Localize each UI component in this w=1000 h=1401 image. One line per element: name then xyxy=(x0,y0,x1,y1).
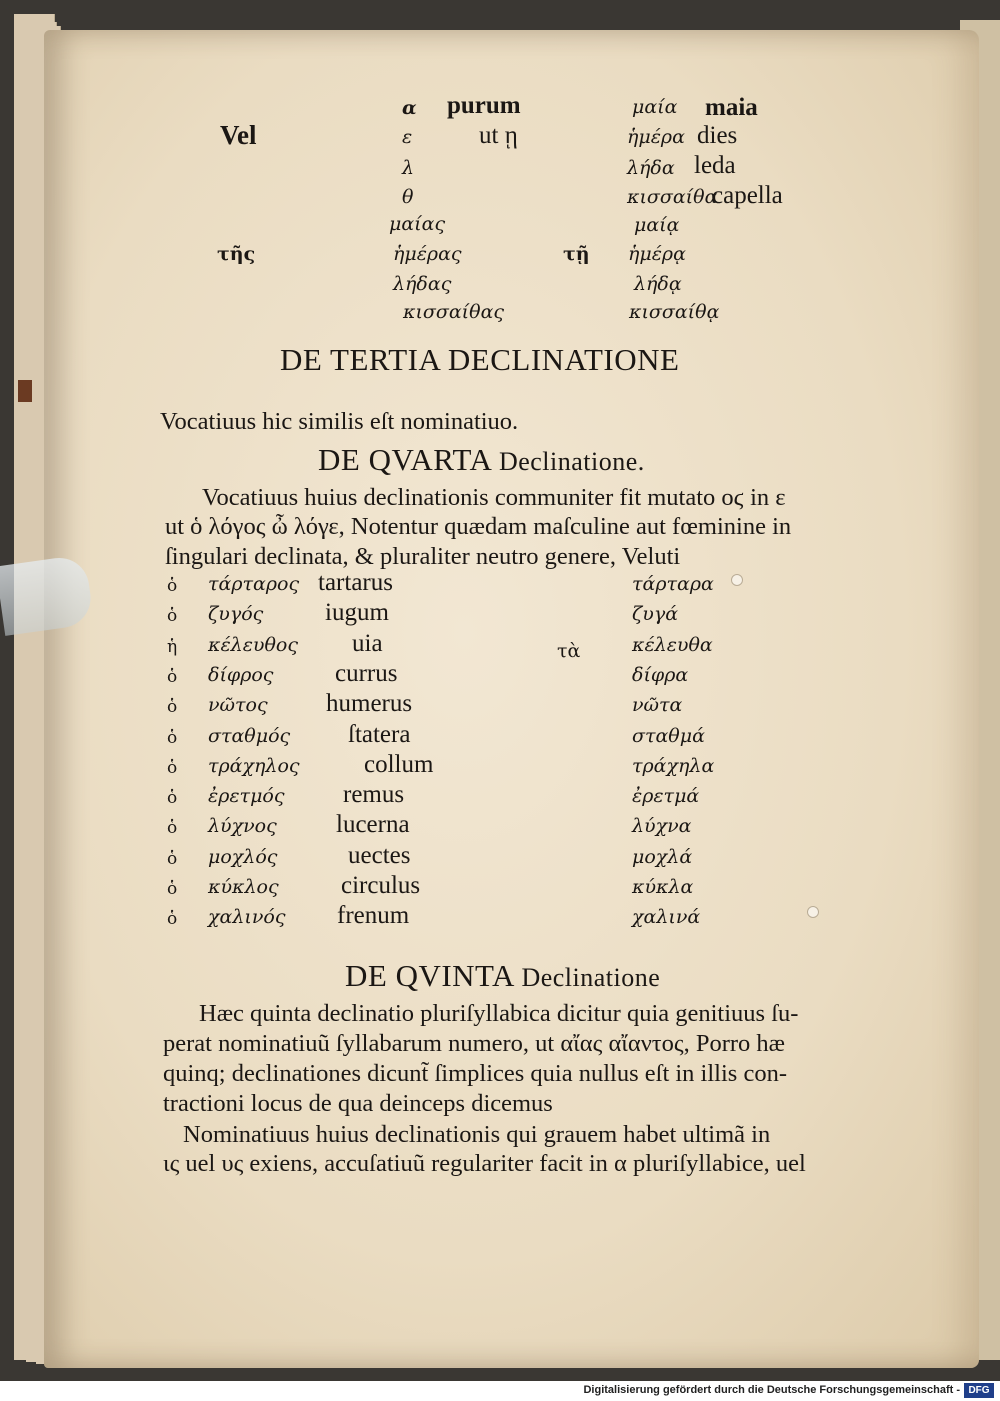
article-tes: τῆς xyxy=(217,243,256,265)
row-greek-singular: κέλευθος xyxy=(208,634,298,656)
row-article: ὁ xyxy=(167,728,178,748)
genitive-form: ἡμέρας xyxy=(393,243,462,265)
quinta-heading-caps: DE QVINTA xyxy=(345,958,514,993)
row-latin-gloss: remus xyxy=(343,781,405,808)
row-greek-plural: νῶτα xyxy=(632,694,683,716)
quinta-para-line: quinq; declinationes dicunt̃ ſimplices quia nullus eſt in illis con- xyxy=(163,1060,787,1087)
row-latin-gloss: humerus xyxy=(326,690,413,717)
row-article: ἡ xyxy=(167,637,178,657)
row-greek-plural: κέλευθα xyxy=(632,634,713,656)
page-hole xyxy=(807,906,819,918)
row-latin-gloss: uectes xyxy=(348,842,411,869)
quinta-para-line: tractioni locus de qua deinceps dicemus xyxy=(163,1090,553,1117)
row-latin-gloss: circulus xyxy=(341,872,421,899)
row-greek-plural: κύκλα xyxy=(632,876,694,898)
quinta-heading xyxy=(345,958,660,994)
row-greek-plural: ἐρετμά xyxy=(632,785,700,807)
bookmark-ribbon xyxy=(18,380,32,402)
row-greek-plural: ζυγά xyxy=(632,603,679,625)
row-latin-gloss: ſtatera xyxy=(348,721,411,748)
quarta-para-line: ſingulari declinata, & pluraliter neutro genere, Veluti xyxy=(165,543,681,570)
theta-letter: θ xyxy=(402,186,414,208)
quarta-heading-rest: Declinatione. xyxy=(498,447,645,476)
row-greek-singular: σταθμός xyxy=(208,725,291,747)
page-hole xyxy=(731,574,743,586)
row-greek-plural: δίφρα xyxy=(632,664,689,686)
genitive-form: λήδας xyxy=(393,273,452,295)
row-greek-singular: μοχλός xyxy=(208,846,278,868)
row-latin-gloss: frenum xyxy=(337,902,410,929)
quinta-para-line: perat nominatiuũ ſyllabarum numero, ut αἴας αἴαντος, Porro hæ xyxy=(163,1030,785,1057)
row-greek-singular: χαλινός xyxy=(208,906,286,928)
alpha-letter: α xyxy=(402,97,417,119)
row-greek-singular: κύκλος xyxy=(208,876,279,898)
row-article: ὁ xyxy=(167,667,178,687)
row-article: ὁ xyxy=(167,788,178,808)
quarta-para-line: ut ὁ λόγος ὦ λόγε, Notentur quædam maſculine aut fœminine in xyxy=(165,513,792,540)
row-greek-singular: ἐρετμός xyxy=(208,785,285,807)
genitive-form: μαίας xyxy=(389,213,446,235)
quarta-heading xyxy=(318,442,645,478)
quarta-para-line: Vocatiuus huius declinationis communiter fit mutato οϛ in ε xyxy=(202,484,786,511)
row-article: ὁ xyxy=(167,576,178,596)
quinta-heading-rest: Declinatione xyxy=(521,963,661,992)
epsilon-letter: ε xyxy=(402,126,413,148)
row-latin-gloss: uia xyxy=(352,630,383,657)
row-greek-singular: λύχνος xyxy=(208,815,277,837)
genitive-form: κισσαίθας xyxy=(403,301,505,323)
row-latin-gloss: lucerna xyxy=(336,811,410,838)
lida-greek: λήδα xyxy=(627,157,675,179)
dfg-logo: DFG xyxy=(964,1383,994,1398)
row-greek-singular: ζυγός xyxy=(208,603,264,625)
quinta-para-line: Hæc quinta declinatio pluriſyllabica dicitur quia genitiuus ſu- xyxy=(199,1000,799,1027)
row-article: ὁ xyxy=(167,758,178,778)
row-article: ὁ xyxy=(167,818,178,838)
row-article: ὁ xyxy=(167,849,178,869)
row-greek-plural: λύχνα xyxy=(632,815,692,837)
maia-latin: maia xyxy=(705,94,758,121)
row-greek-plural: σταθμά xyxy=(632,725,705,747)
row-latin-gloss: currus xyxy=(335,660,398,687)
lambda-letter: λ xyxy=(402,157,415,179)
article-te: τῇ xyxy=(563,243,590,265)
tertia-heading: DE TERTIA DECLINATIONE xyxy=(280,342,680,377)
tertia-text: Vocatiuus hic similis eſt nominatiuo. xyxy=(160,408,519,435)
hemera-greek: ἡμέρα xyxy=(627,126,685,148)
row-greek-plural: τάρταρα xyxy=(632,573,714,595)
row-greek-singular: τράχηλος xyxy=(208,755,300,777)
dies-latin: dies xyxy=(697,122,738,149)
vel-label: Vel xyxy=(220,120,257,150)
dative-form: κισσαίθᾳ xyxy=(629,301,720,323)
row-greek-plural: χαλινά xyxy=(632,906,701,928)
maia-greek: μαία xyxy=(632,96,678,118)
ut-eta: ut ῃ xyxy=(479,122,518,149)
footer-credit: Digitalisierung gefördert durch die Deutsche Forschungsgemeinschaft - xyxy=(583,1384,960,1396)
dative-form: λήδᾳ xyxy=(634,273,682,295)
dative-form: ἡμέρᾳ xyxy=(628,243,686,265)
quinta-para-line: ις uel υς exiens, accuſatiuũ regulariter facit in α pluriſyllabice, uel xyxy=(163,1150,806,1177)
row-greek-plural: μοχλά xyxy=(632,846,693,868)
capella-latin: capella xyxy=(712,182,783,209)
row-latin-gloss: tartarus xyxy=(318,569,393,596)
row-article: ὁ xyxy=(167,879,178,899)
row-latin-gloss: collum xyxy=(364,751,434,778)
row-article: ὁ xyxy=(167,909,178,929)
purum-label: purum xyxy=(447,92,521,119)
row-latin-gloss: iugum xyxy=(325,599,389,626)
leda-latin: leda xyxy=(694,152,736,179)
row-greek-singular: νῶτος xyxy=(208,694,268,716)
article-ta: τὰ xyxy=(557,640,581,662)
row-article: ὁ xyxy=(167,697,178,717)
dative-form: μαίᾳ xyxy=(634,214,680,236)
row-article: ὁ xyxy=(167,606,178,626)
quinta-para-line: Nominatiuus huius declinationis qui grauem habet ultimã in xyxy=(183,1121,771,1148)
row-greek-singular: τάρταρος xyxy=(208,573,300,595)
quarta-heading-caps: DE QVARTA xyxy=(318,442,491,477)
row-greek-plural: τράχηλα xyxy=(632,755,715,777)
kissaitha-greek: κισσαίθα xyxy=(627,186,718,208)
row-greek-singular: δίφρος xyxy=(208,664,274,686)
